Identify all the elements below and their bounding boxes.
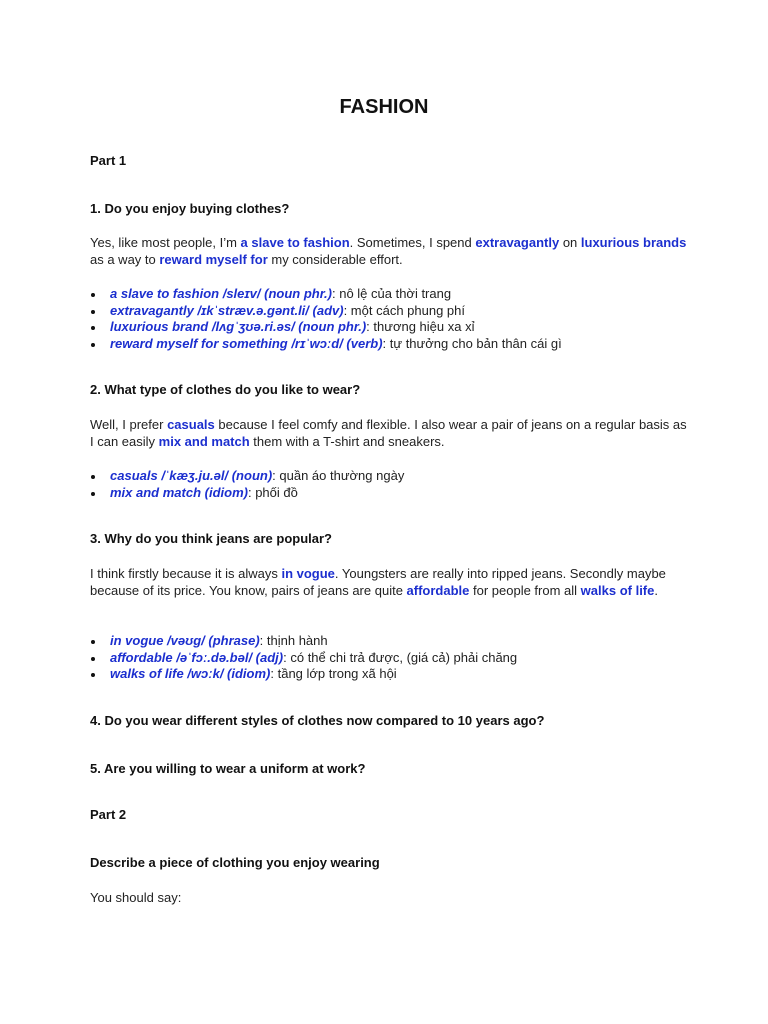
vocab-meaning: : quần áo thường ngày (272, 468, 405, 483)
vocab-item (110, 633, 710, 650)
answer-text: them with a T-shirt and sneakers. (249, 433, 445, 449)
vocab-item (110, 666, 710, 683)
answer-text: my considerable effort. (267, 251, 403, 267)
vocab-item (110, 286, 710, 303)
answer-text: for people from all (469, 582, 581, 598)
vocab-meaning: : tầng lớp trong xã hội (270, 666, 397, 681)
vocab-term: affordable /əˈfɔː.də.bəl/ (adj) (110, 649, 284, 665)
vocab-meaning: : có thể chi trả được, (giá cả) phải chăng (283, 649, 518, 665)
vocab-meaning: : thịnh hành (259, 633, 328, 648)
answer-text: Yes, like most people, I’m (90, 235, 241, 250)
vocab-term: a slave to fashion /sleɪv/ (noun phr.) (110, 286, 332, 301)
vocab-term: extravagantly /ɪkˈstræv.ə.ɡənt.li/ (adv) (110, 302, 344, 318)
highlighted-phrase: walks of life (580, 582, 655, 598)
q3-vocab-list (90, 633, 710, 683)
q3-answer (90, 566, 690, 599)
answer-text: . Sometimes, I spend (349, 235, 476, 250)
vocab-term: in vogue /vəʊɡ/ (phrase) (110, 633, 260, 648)
q5-question: 5. Are you willing to wear a uniform at work? (90, 761, 366, 776)
vocab-term: reward myself for something /rɪˈwɔːd/ (verb) (110, 335, 383, 351)
highlighted-phrase: extravagantly (475, 235, 560, 250)
answer-text: . (654, 582, 658, 598)
vocab-meaning: : tự thưởng cho bản thân cái gì (382, 335, 562, 351)
vocab-meaning: : phối đồ (247, 484, 298, 500)
vocab-term: mix and match (idiom) (110, 484, 248, 500)
answer-text: . Youngsters are really into ripped jeans. Secondly maybe because of its price. You know, pairs of jeans are quite (90, 566, 666, 598)
answer-text: I think firstly because it is always (90, 566, 282, 581)
part1-heading: Part 1 (90, 153, 127, 168)
highlighted-phrase: a slave to fashion (240, 235, 350, 250)
vocab-term: walks of life /wɔːk/ (idiom) (110, 666, 271, 681)
q1-vocab-list (90, 286, 710, 352)
highlighted-phrase: in vogue (281, 566, 335, 581)
cue-card-title: Describe a piece of clothing you enjoy wearing (90, 855, 380, 870)
vocab-term: luxurious brand /lʌɡˈʒʊə.ri.əs/ (noun phr.) (110, 319, 367, 334)
answer-text: Well, I prefer (90, 417, 168, 432)
vocab-item (110, 650, 710, 667)
answer-text: because I feel comfy and flexible. I also wear a pair of jeans on a regular basis as I can easily (90, 417, 687, 449)
answer-text: on (559, 235, 581, 250)
part2-heading: Part 2 (90, 807, 127, 822)
vocab-item (110, 485, 710, 502)
highlighted-phrase: reward myself for (159, 251, 268, 267)
q1-answer (90, 235, 690, 268)
q2-vocab-list (90, 468, 710, 501)
highlighted-phrase: affordable (406, 582, 470, 598)
highlighted-phrase: casuals (167, 417, 215, 432)
q2-answer (90, 417, 690, 450)
q1-question: 1. Do you enjoy buying clothes? (90, 201, 290, 216)
q3-question: 3. Why do you think jeans are popular? (90, 531, 332, 546)
highlighted-phrase: luxurious brands (580, 235, 687, 250)
vocab-meaning: : một cách phung phí (343, 302, 465, 318)
highlighted-phrase: mix and match (158, 433, 250, 449)
answer-text: as a way to (90, 251, 160, 267)
vocab-item (110, 303, 710, 320)
vocab-item (110, 319, 710, 336)
q4-question: 4. Do you wear different styles of clothes now compared to 10 years ago? (90, 713, 545, 728)
vocab-item (110, 468, 710, 485)
vocab-meaning: : thương hiệu xa xỉ (366, 319, 475, 334)
page-title: FASHION (339, 96, 429, 118)
vocab-meaning: : nô lệ của thời trang (331, 286, 452, 301)
vocab-item (110, 336, 710, 353)
q2-question: 2. What type of clothes do you like to wear? (90, 382, 361, 397)
vocab-term: casuals /ˈkæʒ.ju.əl/ (noun) (110, 468, 273, 483)
you-should-say: You should say: (90, 890, 182, 905)
